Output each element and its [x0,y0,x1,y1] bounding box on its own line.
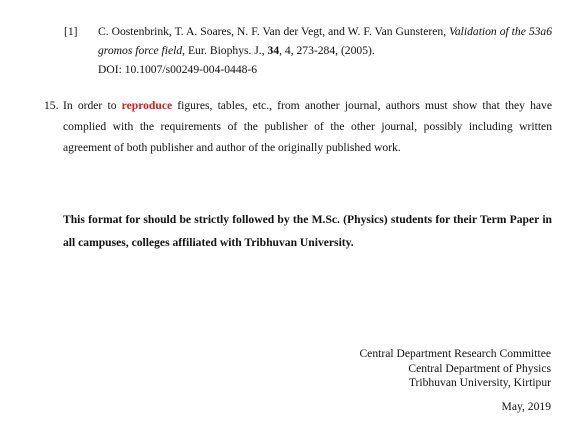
item-text-after: figures, tables, etc., from another journal, authors must show that they have complied with the requirements of the publisher of the other journal, possibly including written agreement of both publisher and author of the originally published work. [63,99,552,154]
reference-volume: 34 [267,44,280,57]
reference-details: , 4, 273-284, (2005). [279,44,375,57]
emphasis-word: reproduce [121,99,173,112]
signature-block [359,347,551,414]
signature-date: May, 2019 [501,399,551,413]
signature-department: Central Department of Physics [408,361,551,375]
reference-body [98,22,552,79]
list-item-text [63,95,552,158]
format-notice: This format for should be strictly followed by the M.Sc. (Physics) students for their Term Paper in all campuses, colleges affiliated with Tribhuvan University. [63,213,552,249]
reference-journal: , Eur. Biophys. J., [182,44,268,57]
item-text-before: In order to [63,99,122,112]
list-item-number: 15. [44,99,59,112]
reference-title: Validation of the 53a6 gromos force field [98,25,553,57]
reference-doi: DOI: 10.1007/s00249-004-0448-6 [98,63,258,76]
signature-committee: Central Department Research Committee [359,347,551,360]
reference-authors: C. Oostenbrink, T. A. Soares, N. F. Van der Vegt, and W. F. Van Gunsteren, [98,25,450,38]
signature-university: Tribhuvan University, Kirtipur [408,376,551,389]
reference-number: [1] [64,25,78,38]
